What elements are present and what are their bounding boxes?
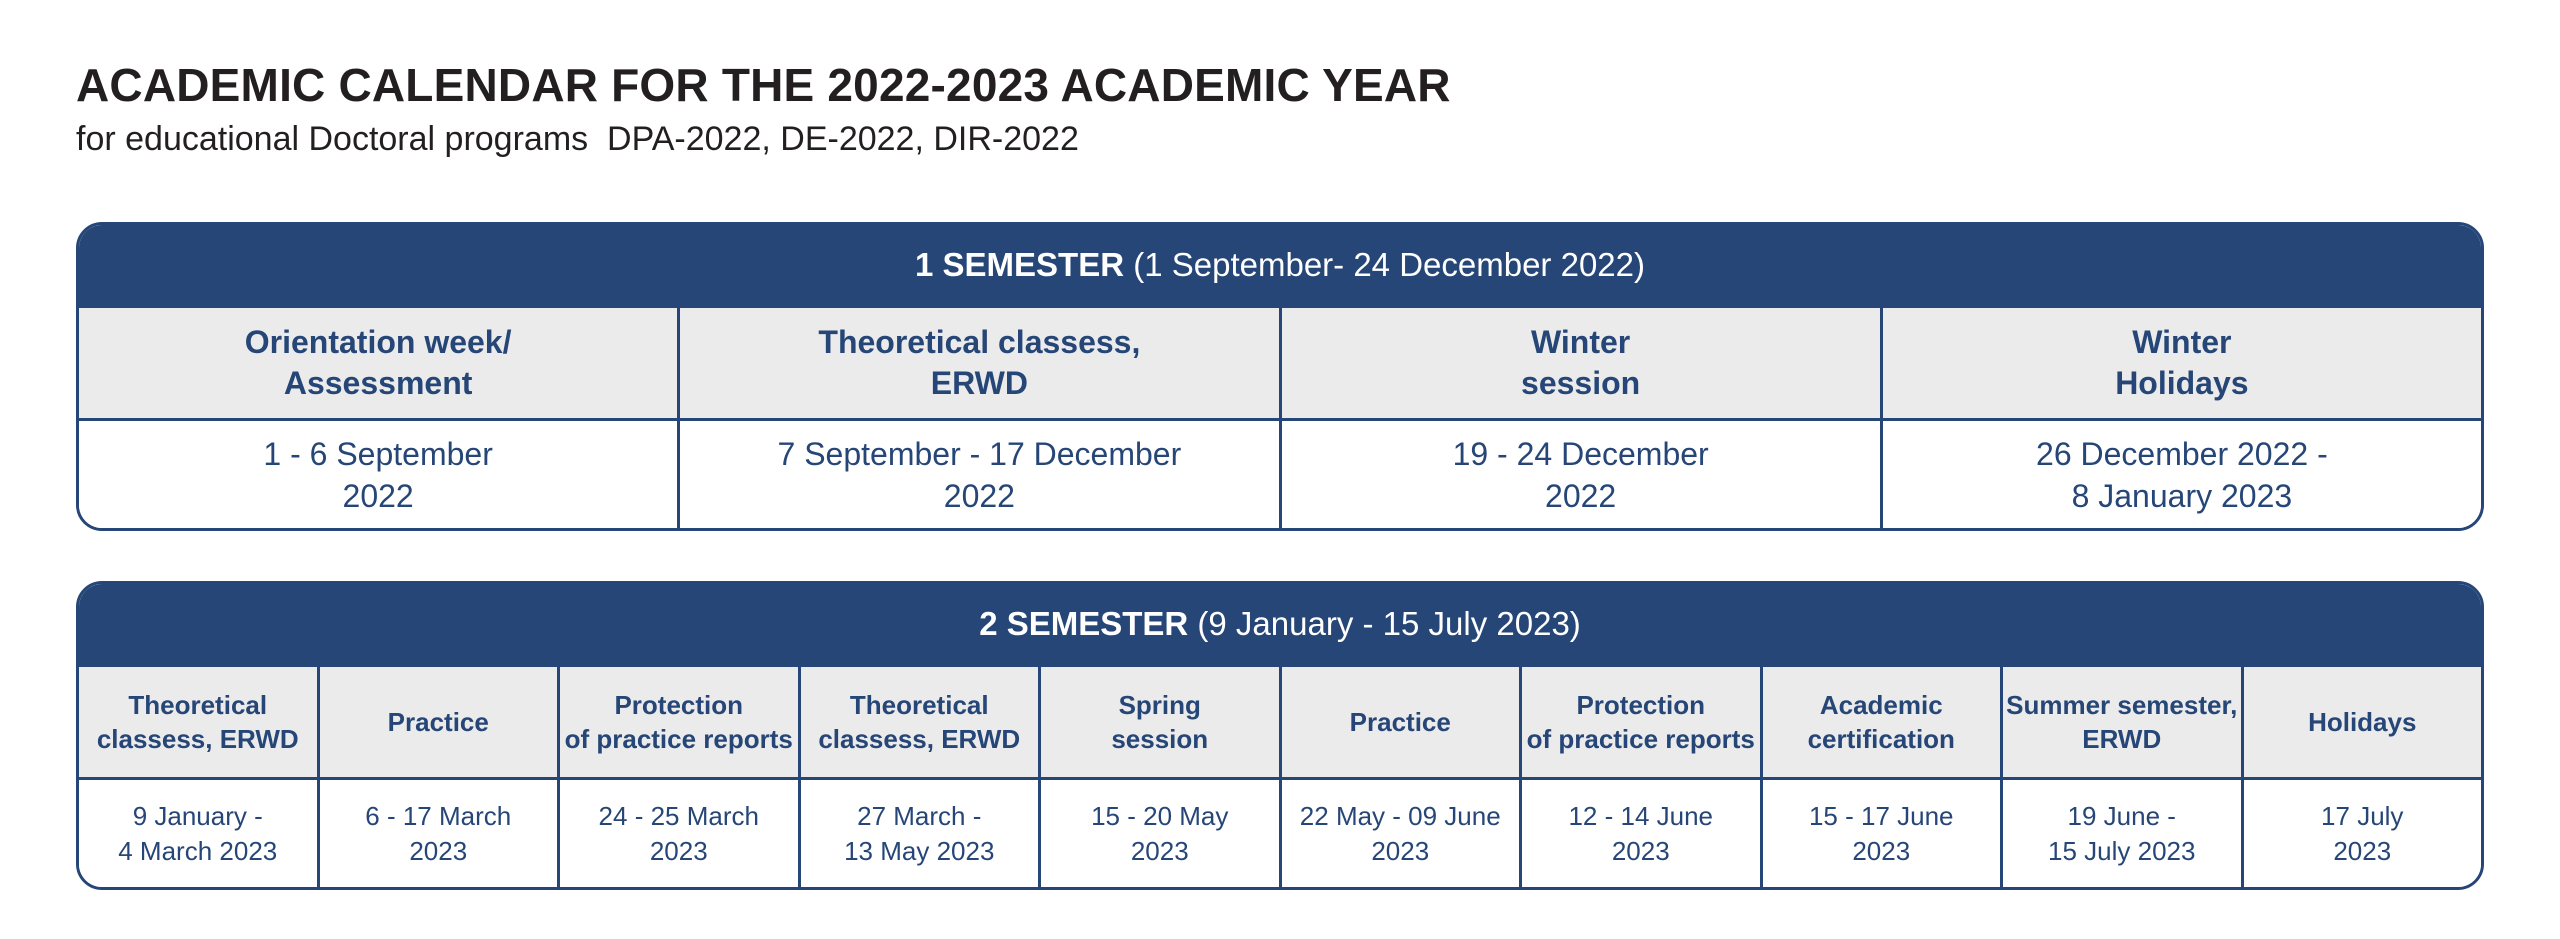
- semester-2-date-cell: 6 - 17 March 2023: [317, 780, 558, 887]
- semester-1-range: (1 September- 24 December 2022): [1124, 246, 1645, 283]
- semester-2-range: (9 January - 15 July 2023): [1188, 605, 1581, 642]
- page-subtitle: for educational Doctoral programs DPA-2022, DE-2022, DIR-2022: [76, 120, 1079, 158]
- semester-2-date-cell: 15 - 17 June 2023: [1760, 780, 2001, 887]
- semester-1-date-cell: 26 December 2022 - 8 January 2023: [1880, 421, 2481, 528]
- semester-2-label-cell: Theoretical classess, ERWD: [798, 667, 1039, 777]
- semester-2-header: [79, 584, 2481, 664]
- semester-2-dates-row: [79, 777, 2481, 887]
- semester-2-date-cell: 22 May - 09 June 2023: [1279, 780, 1520, 887]
- semester-2-table: [76, 581, 2484, 890]
- semester-1-header: [79, 225, 2481, 305]
- semester-2-date-cell: 15 - 20 May 2023: [1038, 780, 1279, 887]
- semester-2-date-cell: 12 - 14 June 2023: [1519, 780, 1760, 887]
- semester-2-label-cell: Practice: [1279, 667, 1520, 777]
- semester-2-label-cell: Practice: [317, 667, 558, 777]
- semester-2-label-cell: Summer semester, ERWD: [2000, 667, 2241, 777]
- semester-1-label-cell: Winter session: [1279, 308, 1880, 418]
- semester-1-label-cell: Winter Holidays: [1880, 308, 2481, 418]
- page-title: ACADEMIC CALENDAR FOR THE 2022-2023 ACADEMIC YEAR: [76, 59, 1451, 111]
- semester-1-date-cell: 1 - 6 September 2022: [263, 435, 493, 514]
- semester-1-table: [76, 222, 2484, 531]
- semester-2-label-cell: Theoretical classess, ERWD: [96, 690, 299, 754]
- semester-2-name: 2 SEMESTER: [979, 605, 1189, 642]
- semester-2-label-cell: Academic certification: [1760, 667, 2001, 777]
- semester-1-date-cell: 7 September - 17 December 2022: [677, 421, 1278, 528]
- semester-1-name: 1 SEMESTER: [915, 246, 1125, 283]
- semester-2-label-row: [79, 664, 2481, 777]
- semester-2-date-cell: 27 March - 13 May 2023: [798, 780, 1039, 887]
- semester-2-label-cell: Holidays: [2241, 667, 2482, 777]
- semester-1-label-row: [79, 305, 2481, 418]
- semester-2-date-cell: 17 July 2023: [2241, 780, 2482, 887]
- semester-2-date-cell: 9 January - 4 March 2023: [118, 800, 278, 866]
- semester-1-label-cell: Theoretical classess, ERWD: [677, 308, 1278, 418]
- semester-1-label-cell: Orientation week/ Assessment: [244, 324, 512, 401]
- semester-1-dates-row: [79, 418, 2481, 528]
- semester-2-date-cell: 24 - 25 March 2023: [557, 780, 798, 887]
- semester-1-date-cell: 19 - 24 December 2022: [1279, 421, 1880, 528]
- semester-2-label-cell: Protection of practice reports: [557, 667, 798, 777]
- semester-2-label-cell: Spring session: [1038, 667, 1279, 777]
- semester-2-date-cell: 19 June - 15 July 2023: [2000, 780, 2241, 887]
- semester-2-label-cell: Protection of practice reports: [1519, 667, 1760, 777]
